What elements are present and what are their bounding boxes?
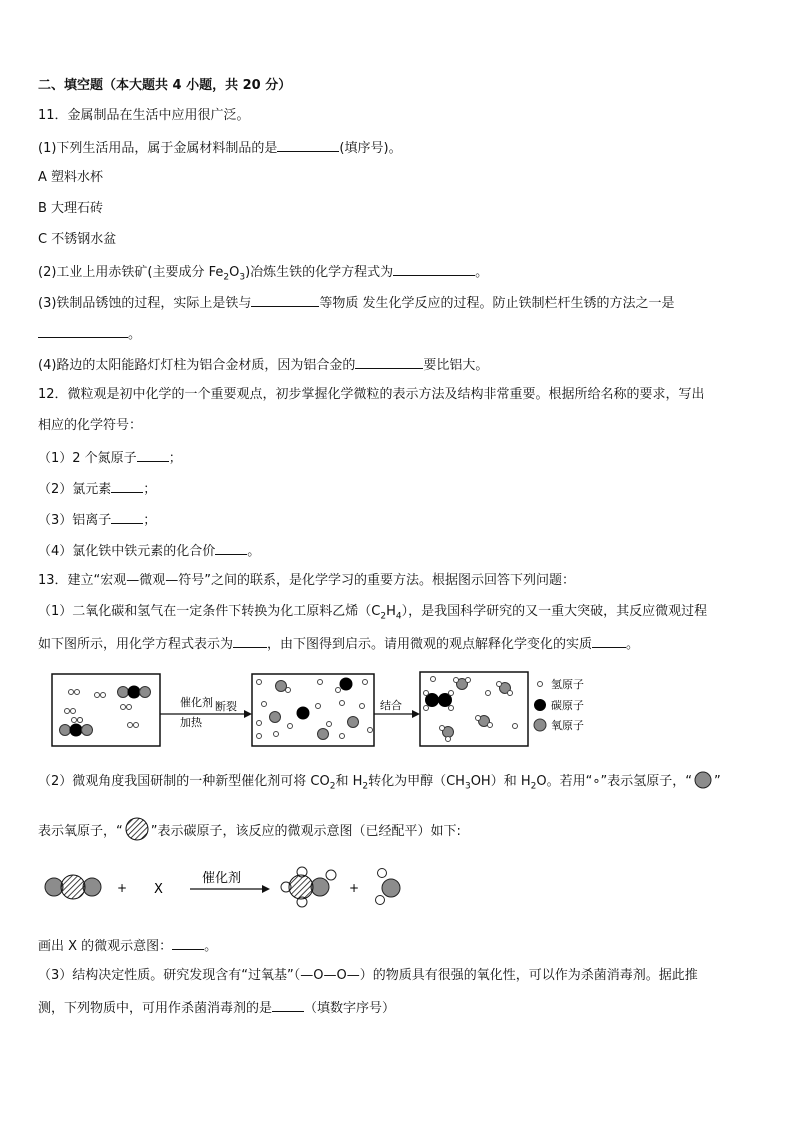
plus-sign-2: + xyxy=(349,881,360,895)
atoms-box xyxy=(252,674,374,746)
q13-part1-line2: 如下图所示，用化学方程式表示为 ，由下图得到启示。请用微观的观点解释化学变化的实质 。 xyxy=(38,634,639,654)
answer-blank[interactable] xyxy=(233,634,267,648)
section-title: 二、填空题（本大题共 4 小题，共 20 分） xyxy=(38,78,292,93)
legend-carbon-label: 碳原子 xyxy=(551,699,584,712)
q13-stem: 13．建立“宏观—微观—符号”之间的联系，是化学学习的重要方法。根据图示回答下列问题： xyxy=(38,573,576,588)
q11-part3-cont: 。 xyxy=(38,324,141,344)
q11-part4: (4)路边的太阳能路灯灯柱为铝合金材质，因为铝合金的 要比铝大。 xyxy=(38,355,488,375)
answer-blank[interactable] xyxy=(111,510,143,524)
label-heat: 加热 xyxy=(180,716,202,729)
legend-oxygen-label: 氧原子 xyxy=(551,719,584,732)
answer-blank[interactable] xyxy=(38,324,128,338)
catalyst-label: 催化剂 xyxy=(202,871,242,886)
co2-molecule-2 xyxy=(60,724,93,737)
q13-part2-line2: 表示氧原子，“ ”表示碳原子，该反应的微观示意图（已经配平）如下: xyxy=(38,817,461,841)
q13-part3-line1: （3）结构决定性质。研究发现含有“过氧基”（—O—O—）的物质具有很强的氧化性，可以作为杀菌消毒剂。据此推 xyxy=(38,968,698,983)
q12-item1: （1）2 个氮原子 ； xyxy=(38,448,182,468)
q12-item2: （2）氯元素 ； xyxy=(38,479,156,499)
answer-blank[interactable] xyxy=(172,936,204,950)
legend xyxy=(534,677,584,732)
plus-sign-1: + xyxy=(117,881,128,895)
label-break: 断裂 xyxy=(215,700,237,713)
carbon-atoms xyxy=(297,678,353,720)
q12-stem-line1: 12．微粒观是初中化学的一个重要观点，初步掌握化学微粒的表示方法及结构非常重要。根据所给名称的要求，写出 xyxy=(38,387,705,402)
legend-hydrogen-icon xyxy=(538,682,543,687)
label-combine: 结合 xyxy=(380,699,402,712)
q13-part2-line1: （2）微观角度我国研制的一种新型催化剂可将 $CO_2$和 $H_2$转化为甲醇$(CH_3OH)$和 $H_2O$。若用“∘”表示氢原子，“ ” xyxy=(38,771,721,796)
answer-blank[interactable] xyxy=(393,262,475,276)
q13-part3-line2: 测，下列物质中，可用作杀菌消毒剂的是 （填数字序号） xyxy=(38,998,395,1018)
label-catalyst: 催化剂 xyxy=(180,696,213,709)
answer-blank[interactable] xyxy=(355,355,423,369)
answer-blank[interactable] xyxy=(277,138,339,152)
q13-draw-x: 画出 X 的微观示意图： 。 xyxy=(38,936,217,956)
hydrogen-atoms xyxy=(257,680,373,739)
co2-molecule-1 xyxy=(118,686,151,699)
q11-part2: (2)工业上用赤铁矿(主要成分 $Fe_2O_3$)冶炼生铁的化学方程式为 。 xyxy=(38,262,488,287)
legend-hydrogen-label: 氢原子 xyxy=(551,678,584,691)
q12-item3: （3）铝离子 ； xyxy=(38,510,156,530)
legend-oxygen-icon xyxy=(534,719,546,731)
q12-item4: （4）氯化铁中铁元素的化合价 。 xyxy=(38,541,260,561)
unknown-x: X xyxy=(154,882,163,897)
co2-molecule xyxy=(45,875,101,899)
q12-stem-line2: 相应的化学符号： xyxy=(38,418,143,433)
q11-option-b: B 大理石砖 xyxy=(38,201,104,216)
q11-part1: (1)下列生活用品，属于金属材料制品的是 (填序号)。 xyxy=(38,138,402,158)
water-molecule xyxy=(376,869,401,905)
legend-carbon-icon xyxy=(534,699,546,711)
ethylene-molecule xyxy=(424,691,454,711)
answer-blank[interactable] xyxy=(592,634,626,648)
q11-stem: 11．金属制品在生活中应用很广泛。 xyxy=(38,108,250,123)
q11-part3: (3)铁制品锈蚀的过程，实际上是铁与 等物质 发生化学反应的过程。防止铁制栏杆生锈的方法之一是 xyxy=(38,293,675,313)
q13-part1-line1: （1）二氧化碳和氢气在一定条件下转换为化工原料乙烯$(C_2H_4)$，是我国科学研究的又一重大突破，其反应微观过程 xyxy=(38,604,708,622)
carbon-atom-icon xyxy=(123,817,151,841)
products-box xyxy=(420,672,528,746)
q11-option-a: A 塑料水杯 xyxy=(38,170,104,185)
answer-blank[interactable] xyxy=(272,998,304,1012)
answer-blank[interactable] xyxy=(111,479,143,493)
methanol-reaction-diagram xyxy=(40,862,420,914)
answer-blank[interactable] xyxy=(251,293,319,307)
reaction-process-diagram xyxy=(40,668,600,752)
oxygen-atom-icon xyxy=(692,771,714,789)
methanol-molecule xyxy=(281,867,336,907)
q11-option-c: C 不锈钢水盆 xyxy=(38,232,117,247)
answer-blank[interactable] xyxy=(215,541,247,555)
answer-blank[interactable] xyxy=(137,448,169,462)
